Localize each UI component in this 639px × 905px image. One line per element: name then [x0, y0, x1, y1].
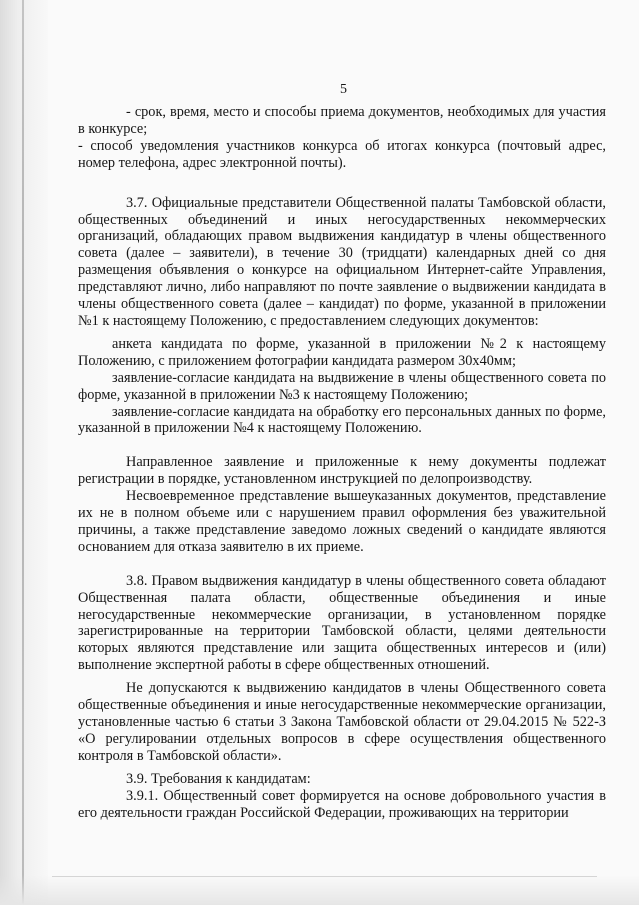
list-item-application-form: анкета кандидата по форме, указанной в приложении №2 к настоящему Положению, с приложением фотографии кандидата размером 30х40мм; [78, 335, 606, 369]
paragraph-3-9-heading: 3.9. Требования к кандидатам: [126, 770, 311, 787]
scan-bottom-shadow [0, 875, 639, 905]
paragraph-reception-terms: - срок, время, место и способы приема документов, необходимых для участия в конкурсе; [78, 104, 606, 137]
list-item-personal-data-consent: заявление-согласие кандидата на обработку его персональных данных по форме, указанной в приложении №4 к настоящему Положению. [78, 403, 606, 437]
paragraph-notification-method: - способ уведомления участников конкурса об итогах конкурса (почтовый адрес, номер телефона, адрес электронной почты). [78, 137, 606, 171]
paragraph-3-8: 3.8. Правом выдвижения кандидатур в члены общественного совета обладают Общественная палата области, общественные объединения и иные негосударственные некоммерческие организации, в установленном порядке зарегистрированные на территории Тамбовской области, целями деятельности которых являются представление или защита общественных интересов и (или) выполнение экспертной работы в сфере общественных отношений. [78, 572, 606, 674]
paragraph-3-7: 3.7. Официальные представители Общественной палаты Тамбовской области, общественных объединений и иных негосударственных некоммерческих организаций, обладающих правом выдвижения кандидатур в члены общественного совета (далее – заявители), в течение 30 (тридцати) календарных дней со дня размещения объявления о конкурсе на официальном Интернет-сайте Управления, представляют лично, либо направляют по почте заявление о выдвижении кандидата в члены общественного совета (далее – кандидат) по форме, указанной в приложении №1 к настоящему Положению, с предоставлением следующих документов: [78, 194, 606, 329]
paragraph-refusal-grounds: Несвоевременное представление вышеуказанных документов, представление их не в полном объеме или с нарушением правил оформления без уважительной причины, а также представление заведомо ложных сведений о кандидате являются основанием для отказа заявителю в их приеме. [78, 488, 606, 555]
scan-binding-line [22, 0, 24, 905]
spacer [78, 172, 606, 189]
list-item-nomination-consent: заявление-согласие кандидата на выдвижение в члены общественного совета по форме, указанной в приложении №3 к настоящему Положению; [78, 369, 606, 403]
paragraph-exclusions: Не допускаются к выдвижению кандидатов в члены Общественного совета общественные объединения и иные негосударственные некоммерческие организации, установленные частью 6 статьи 3 Закона Тамбовской области от 29.04.2015 № 522-З «О регулировании отдельных вопросов в сфере осуществления общественного контроля в Тамбовской области». [78, 680, 606, 764]
paragraph-registration: Направленное заявление и приложенные к нему документы подлежат регистрации в порядке, установленном инструкцией по делопроизводству. [78, 454, 606, 488]
page-number: 5 [340, 82, 347, 97]
document-body [78, 104, 606, 821]
spacer [78, 437, 606, 454]
spacer [78, 556, 606, 573]
paragraph-3-9-1: 3.9.1. Общественный совет формируется на основе добровольного участия в его деятельности граждан Российской Федерации, проживающих на территории [78, 787, 606, 821]
scan-left-shadow [0, 0, 48, 905]
